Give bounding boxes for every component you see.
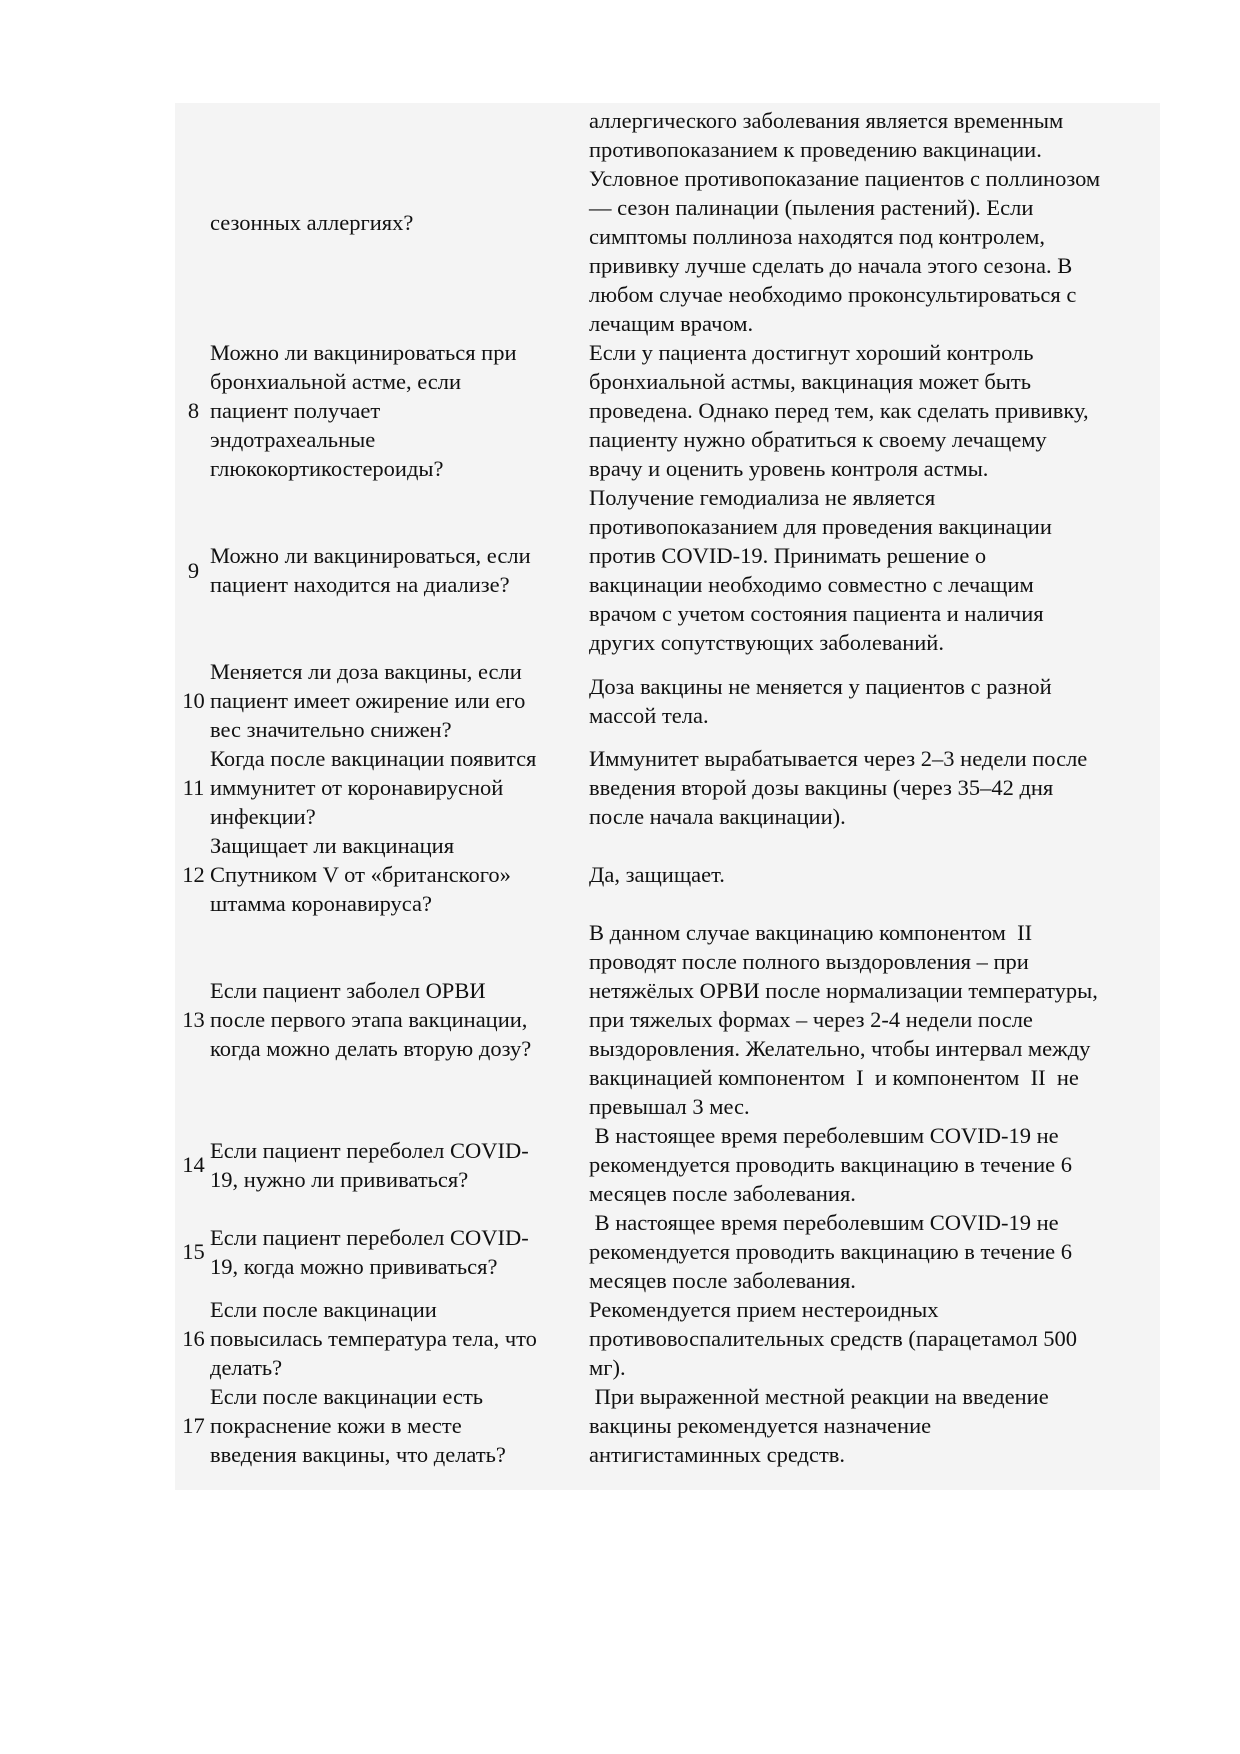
answer-cell <box>589 1121 1162 1208</box>
answer-cell <box>589 106 1162 338</box>
question-cell <box>210 1121 589 1208</box>
faq-table-body <box>175 106 1162 1469</box>
table-row <box>175 1121 1162 1208</box>
question-cell <box>210 918 589 1121</box>
row-number: 14 <box>182 1152 205 1177</box>
answer-line: бронхиальной астмы, вакцинация может быть <box>589 369 1032 394</box>
question-line: глюкокортикостероиды? <box>210 456 444 481</box>
answer-line: В данном случае вакцинацию компонентом II <box>589 920 1033 945</box>
answer-line: Условное противопоказание пациентов с поллинозом <box>589 166 1101 191</box>
question-line: бронхиальной астме, если <box>210 369 461 394</box>
answer-line: нетяжёлых ОРВИ после нормализации температуры, <box>589 978 1098 1003</box>
row-number: 12 <box>182 862 205 887</box>
question-line: Если после вакцинации <box>210 1297 437 1322</box>
question-line: Если пациент заболел ОРВИ <box>210 978 486 1003</box>
row-number <box>175 106 210 338</box>
answer-line: вакцинацией компонентом I и компонентом II не <box>589 1065 1079 1090</box>
table-row <box>175 483 1162 657</box>
answer-line: любом случае необходимо проконсультироваться с <box>589 282 1077 307</box>
table-row <box>175 106 1162 338</box>
question-line: после первого этапа вакцинации, <box>210 1007 528 1032</box>
answer-line: противовоспалительных средств (парацетамол 500 <box>589 1326 1078 1351</box>
question-cell <box>210 744 589 831</box>
answer-line: Если у пациента достигнут хороший контроль <box>589 340 1034 365</box>
answer-line: месяцев после заболевания. <box>589 1181 856 1206</box>
question-line: Если пациент переболел COVID- <box>210 1224 529 1250</box>
question-line: Если пациент переболел COVID- <box>210 1137 529 1163</box>
answer-line: Получение гемодиализа не является <box>589 485 936 510</box>
question-line: введения вакцины, что делать? <box>210 1442 506 1467</box>
answer-line: Иммунитет вырабатывается через 2–3 недели после <box>589 746 1088 771</box>
answer-line: Да, защищает. <box>589 862 725 887</box>
answer-line: При выраженной местной реакции на введение <box>589 1384 1049 1409</box>
answer-line: введения второй дозы вакцины (через 35–42 дня <box>589 775 1054 800</box>
faq-table <box>175 106 1162 1469</box>
answer-line: вакцинации необходимо совместно с лечащим <box>589 572 1034 597</box>
row-number: 8 <box>187 398 200 423</box>
question-line: 19, когда можно прививаться? <box>210 1253 498 1279</box>
question-line: вес значительно снижен? <box>210 717 452 742</box>
question-line: Если после вакцинации есть <box>210 1384 484 1409</box>
question-line: повысилась температура тела, что <box>210 1326 537 1351</box>
answer-line: массой тела. <box>589 702 709 728</box>
question-cell <box>210 831 589 918</box>
answer-line: антигистаминных средств. <box>589 1442 846 1467</box>
answer-line: рекомендуется проводить вакцинацию в течение 6 <box>589 1152 1073 1177</box>
table-row <box>175 1208 1162 1295</box>
question-line: покраснение кожи в месте <box>210 1413 462 1438</box>
row-number: 9 <box>187 557 200 583</box>
question-line: иммунитет от коронавирусной <box>210 775 504 800</box>
answer-line: вакцины рекомендуется назначение <box>589 1413 932 1438</box>
answer-line: после начала вакцинации). <box>589 804 846 829</box>
question-line: когда можно делать вторую дозу? <box>210 1036 532 1061</box>
question-line: Спутником V от «британского» <box>210 862 511 887</box>
question-line: эндотрахеальные <box>210 427 376 452</box>
question-line: сезонных аллергиях? <box>210 209 414 235</box>
question-cell <box>210 1208 589 1295</box>
table-row <box>175 1295 1162 1382</box>
answer-cell <box>589 1295 1162 1382</box>
answer-cell <box>589 1208 1162 1295</box>
answer-cell <box>589 338 1162 483</box>
answer-line: симптомы поллиноза находятся под контролем, <box>589 224 1045 249</box>
answer-line: лечащим врачом. <box>589 311 754 336</box>
question-cell <box>210 657 589 744</box>
answer-line: врачом с учетом состояния пациента и наличия <box>589 601 1044 626</box>
question-line: пациент имеет ожирение или его <box>210 688 526 713</box>
answer-cell <box>589 483 1162 657</box>
answer-line: Доза вакцины не меняется у пациентов с разной <box>589 673 1052 699</box>
table-row <box>175 831 1162 918</box>
question-cell <box>210 483 589 657</box>
row-number: 17 <box>182 1413 205 1438</box>
table-row <box>175 744 1162 831</box>
row-number: 10 <box>182 688 205 713</box>
question-line: Меняется ли доза вакцины, если <box>210 659 522 684</box>
answer-cell <box>589 831 1162 918</box>
answer-line: — сезон палинации (пыления растений). Если <box>589 195 1034 220</box>
question-cell <box>210 338 589 483</box>
table-row <box>175 338 1162 483</box>
answer-line: В настоящее время переболевшим COVID-19 не <box>589 1123 1059 1148</box>
answer-line: Рекомендуется прием нестероидных <box>589 1297 939 1322</box>
answer-line: аллергического заболевания является временным <box>589 108 1064 133</box>
row-number: 15 <box>182 1239 205 1264</box>
question-line: Можно ли вакцинироваться, если <box>210 543 531 568</box>
answer-line: пациенту нужно обратиться к своему лечащему <box>589 427 1047 452</box>
answer-cell <box>589 1382 1162 1469</box>
question-line: штамма коронавируса? <box>210 891 433 916</box>
answer-line: превышал 3 мес. <box>589 1094 750 1119</box>
question-line: инфекции? <box>210 804 316 829</box>
question-line: Можно ли вакцинироваться при <box>210 340 517 365</box>
answer-line: В настоящее время переболевшим COVID-19 не <box>589 1210 1059 1235</box>
question-line: пациент получает <box>210 398 381 423</box>
answer-line: против COVID-19. Принимать решение о <box>589 543 987 568</box>
row-number: 13 <box>182 1007 205 1032</box>
question-line: пациент находится на диализе? <box>210 572 510 597</box>
question-cell <box>210 1295 589 1382</box>
question-cell <box>210 106 589 338</box>
answer-line: месяцев после заболевания. <box>589 1268 856 1293</box>
answer-line: проводят после полного выздоровления – при <box>589 949 1029 974</box>
table-row <box>175 918 1162 1121</box>
answer-line: других сопутствующих заболеваний. <box>589 630 944 655</box>
table-row <box>175 657 1162 744</box>
question-line: делать? <box>210 1355 283 1380</box>
answer-cell <box>589 918 1162 1121</box>
answer-line: врачу и оценить уровень контроля астмы. <box>589 456 989 481</box>
answer-line: противопоказанием к проведению вакцинации. <box>589 137 1042 162</box>
answer-cell <box>589 657 1162 744</box>
question-line: Когда после вакцинации появится <box>210 746 537 771</box>
row-number: 16 <box>182 1326 205 1351</box>
answer-line: противопоказанием для проведения вакцинации <box>589 514 1052 539</box>
answer-line: мг). <box>589 1355 626 1380</box>
answer-line: прививку лучше сделать до начала этого сезона. В <box>589 253 1073 278</box>
question-line: 19, нужно ли прививаться? <box>210 1166 469 1192</box>
answer-cell <box>589 744 1162 831</box>
answer-line: проведена. Однако перед тем, как сделать прививку, <box>589 398 1089 423</box>
answer-line: при тяжелых формах – через 2-4 недели после <box>589 1007 1033 1032</box>
row-number: 11 <box>182 775 205 800</box>
table-row <box>175 1382 1162 1469</box>
answer-line: выздоровления. Желательно, чтобы интервал между <box>589 1036 1091 1061</box>
question-line: Защищает ли вакцинация <box>210 833 455 858</box>
answer-line: рекомендуется проводить вакцинацию в течение 6 <box>589 1239 1073 1264</box>
question-cell <box>210 1382 589 1469</box>
